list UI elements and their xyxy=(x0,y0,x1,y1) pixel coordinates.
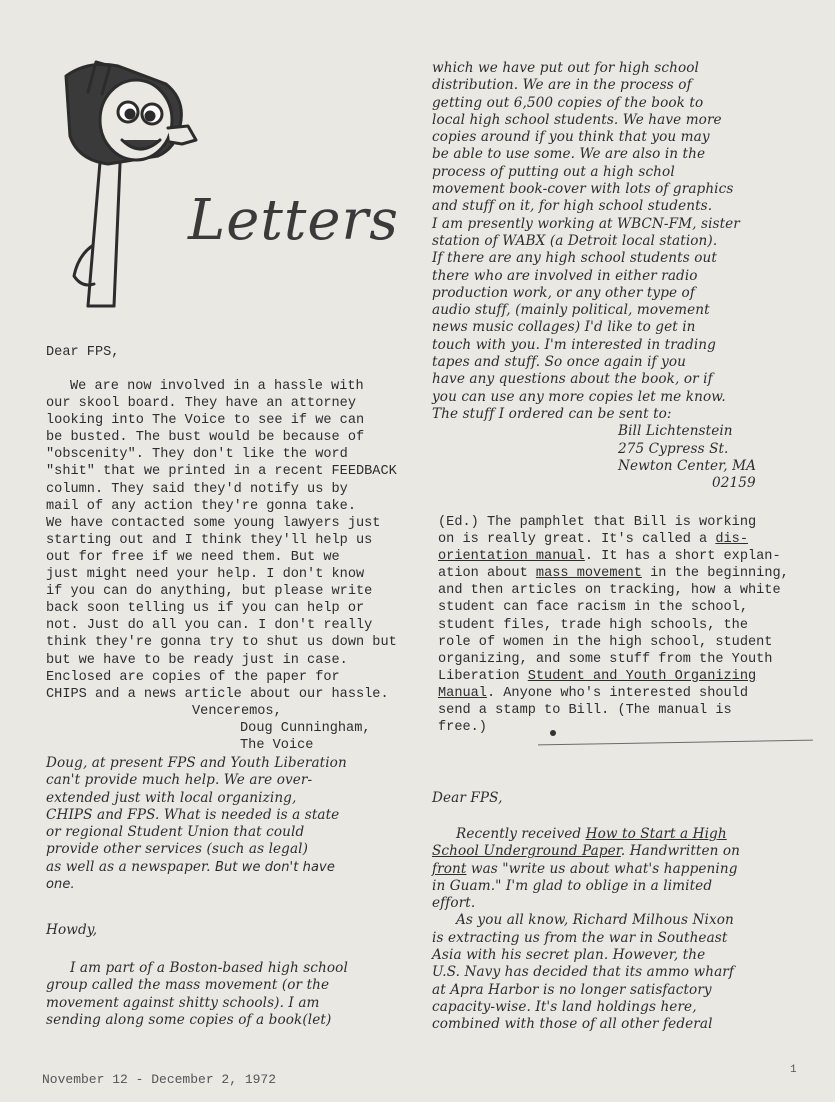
letter-line: looking into The Voice to see if we can xyxy=(46,413,365,429)
ed-line: organizing, and some stuff from the Youth xyxy=(438,651,773,667)
editor-reply-doug xyxy=(46,755,416,893)
letter-line: CHIPS and a news article about our hassle. xyxy=(46,686,389,702)
letter-underlined: School Underground Paper xyxy=(432,843,621,860)
ed-line: student files, trade high schools, the xyxy=(438,617,748,633)
ed-underlined: Student and Youth Organizing xyxy=(527,668,757,684)
letter-line: you can use any more copies let me know. xyxy=(432,388,726,405)
ed-text: Liberation xyxy=(438,668,528,684)
letter-line: distribution. We are in the process of xyxy=(432,77,692,94)
ed-underlined: orientation manual xyxy=(438,549,585,565)
section-divider xyxy=(538,740,813,746)
letter-line: just might need your help. I don't know xyxy=(46,567,365,583)
letter-line: We have contacted some young lawyers just xyxy=(46,515,381,531)
letter-line: The stuff I ordered can be sent to: xyxy=(432,405,672,422)
letter-doug xyxy=(46,378,416,754)
letter-line: be busted. The bust would be because of xyxy=(46,430,365,446)
letter-line: touch with you. I'm interested in trading xyxy=(432,336,716,353)
ed-line: role of women in the high school, student xyxy=(438,634,773,650)
reply-typed-end: as well as a newspaper. xyxy=(46,858,211,875)
signoff-line: The Voice xyxy=(240,737,314,753)
letter-guam xyxy=(432,826,812,1034)
letter-line: have any questions about the book, or if xyxy=(432,371,713,388)
reply-line: extended just with local organizing, xyxy=(46,789,297,806)
letter-line: Enclosed are copies of the paper for xyxy=(46,669,340,685)
footer-dates: November 12 - December 2, 1972 xyxy=(42,1072,277,1087)
letter-underlined: front xyxy=(432,860,467,877)
letter-line: I am presently working at WBCN-FM, sister xyxy=(432,215,740,232)
letter-line: We are now involved in a hassle with xyxy=(70,379,364,394)
greeting-dear-fps-2-wrap xyxy=(432,790,812,807)
letter-line: mail of any action they're gonna take. xyxy=(46,498,356,514)
letter-line: capacity-wise. It's land holdings here, xyxy=(432,998,697,1015)
letter-line: local high school students. We have more xyxy=(432,111,722,128)
greeting-dear-fps-2: Dear FPS, xyxy=(432,790,503,806)
letter-line: and stuff on it, for high school students. xyxy=(432,198,713,215)
left-column xyxy=(46,344,416,361)
letter-line: If there are any high school students out xyxy=(432,250,717,267)
letter-line: production work, or any other type of xyxy=(432,284,695,301)
letter-line: combined with those of all other federal xyxy=(432,1016,713,1033)
ed-line: and then articles on tracking, how a white xyxy=(438,583,781,599)
letter-line: movement book-cover with lots of graphics xyxy=(432,181,734,198)
editor-note-pamphlet xyxy=(438,514,818,736)
greeting-dear-fps: Dear FPS, xyxy=(46,345,120,360)
ed-line xyxy=(438,668,818,685)
signoff-line: Venceremos, xyxy=(192,703,282,719)
letter-text: . Handwritten on xyxy=(620,843,741,860)
address-line: Bill Lichtenstein xyxy=(618,423,733,440)
letter-line: process of putting out a high schol xyxy=(432,163,675,180)
letter-line xyxy=(432,861,812,878)
letter-line: "shit" that we printed in a recent FEEDBACK xyxy=(46,464,397,480)
letter-line: there who are involved in either radio xyxy=(432,267,698,284)
letter-line: "obscenity". They don't like the word xyxy=(46,447,348,463)
ed-line: free.) xyxy=(438,720,487,736)
ed-text: . Anyone who's interested should xyxy=(486,685,748,701)
letter-line: copies around if you think that you may xyxy=(432,129,710,146)
ed-text: ation about xyxy=(438,566,536,582)
letter-line: be able to use some. We are also in the xyxy=(432,146,706,163)
ed-text: in the beginning, xyxy=(641,566,789,582)
letter-line: news music collages) I'd like to get in xyxy=(432,319,696,336)
ed-underlined: dis- xyxy=(715,532,748,548)
letter-line: I am part of a Boston-based high school xyxy=(70,960,348,976)
letter-line: if you can do anything, but please write xyxy=(46,584,373,600)
ed-line: send a stamp to Bill. (The manual is xyxy=(438,703,732,719)
ed-text: on is really great. It's called a xyxy=(438,532,716,548)
reply-line xyxy=(46,859,416,876)
greeting-howdy-wrap xyxy=(46,922,416,939)
ink-dot xyxy=(550,730,556,736)
letter-line: audio stuff, (mainly political, movement xyxy=(432,302,710,319)
letter-line: group called the mass movement (or the xyxy=(46,977,330,994)
letter-bill-start xyxy=(46,960,416,1029)
ed-line xyxy=(438,565,818,582)
page-number: 1 xyxy=(790,1064,797,1076)
letter-line: starting out and I think they'll help us xyxy=(46,532,373,548)
signoff-line: Doug Cunningham, xyxy=(240,720,371,736)
letter-line: U.S. Navy has decided that its ammo wharf xyxy=(432,964,735,981)
ed-line xyxy=(438,548,818,565)
letter-line: is extracting us from the war in Southeast xyxy=(432,929,728,946)
ed-line xyxy=(438,531,818,548)
letter-line: Asia with his secret plan. However, the xyxy=(432,947,706,964)
letter-text: was "write us about what's happening xyxy=(466,860,738,877)
letter-line: back soon telling us if you can help or xyxy=(46,601,365,617)
mailbox-illustration xyxy=(48,56,198,326)
address-line: 02159 xyxy=(712,475,756,492)
handwritten-note: But we don't have xyxy=(214,859,335,875)
letter-line: but we have to be ready just in case. xyxy=(46,652,348,668)
ed-text: . It has a short explan- xyxy=(584,549,781,565)
address-line: 275 Cypress St. xyxy=(618,440,729,457)
letter-line: tapes and stuff. So once again if you xyxy=(432,354,686,371)
ed-line: student can face racism in the school, xyxy=(438,600,748,616)
letter-line: As you all know, Richard Milhous Nixon xyxy=(456,912,734,929)
reply-line: or regional Student Union that could xyxy=(46,824,305,841)
letter-line: in Guam." I'm glad to oblige in a limited xyxy=(432,877,713,894)
letter-line: getting out 6,500 copies of the book to xyxy=(432,94,704,111)
letter-line: which we have put out for high school xyxy=(432,60,699,76)
ed-underlined: mass movement xyxy=(535,566,642,582)
handwritten-note: one. xyxy=(46,877,75,893)
ed-underlined: Manual xyxy=(438,685,487,701)
letters-heading: Letters xyxy=(188,188,399,253)
reply-line: can't provide much help. We are over- xyxy=(46,772,313,789)
reply-line: provide other services (such as legal) xyxy=(46,841,309,858)
letter-bill-continued xyxy=(432,60,812,492)
letter-text: Recently received xyxy=(456,826,586,842)
reply-line: Doug, at present FPS and Youth Liberation xyxy=(46,755,347,771)
ed-line xyxy=(438,685,818,702)
greeting-howdy: Howdy, xyxy=(46,922,98,938)
letter-line: movement against shitty schools). I am xyxy=(46,994,320,1011)
letter-line: out for free if we need them. But we xyxy=(46,549,340,565)
letter-line: column. They said they'd notify us by xyxy=(46,481,348,497)
letter-line xyxy=(432,826,812,843)
letter-underlined: How to Start a High xyxy=(585,826,727,842)
letter-line: not. Just do all you can. I don't really xyxy=(46,618,373,634)
ed-line: (Ed.) The pamphlet that Bill is working xyxy=(438,515,757,530)
letter-line: at Apra Harbor is no longer satisfactory xyxy=(432,981,712,998)
letter-line: effort. xyxy=(432,895,476,912)
letter-line: our skool board. They have an attorney xyxy=(46,396,356,412)
letter-line: think they're gonna try to shut us down but xyxy=(46,635,397,651)
letter-line xyxy=(432,843,812,860)
letter-line: station of WABX (a Detroit local station). xyxy=(432,232,718,249)
reply-line: CHIPS and FPS. What is needed is a state xyxy=(46,806,340,823)
letter-line: sending along some copies of a book(let) xyxy=(46,1011,332,1028)
address-line: Newton Center, MA xyxy=(618,457,757,474)
